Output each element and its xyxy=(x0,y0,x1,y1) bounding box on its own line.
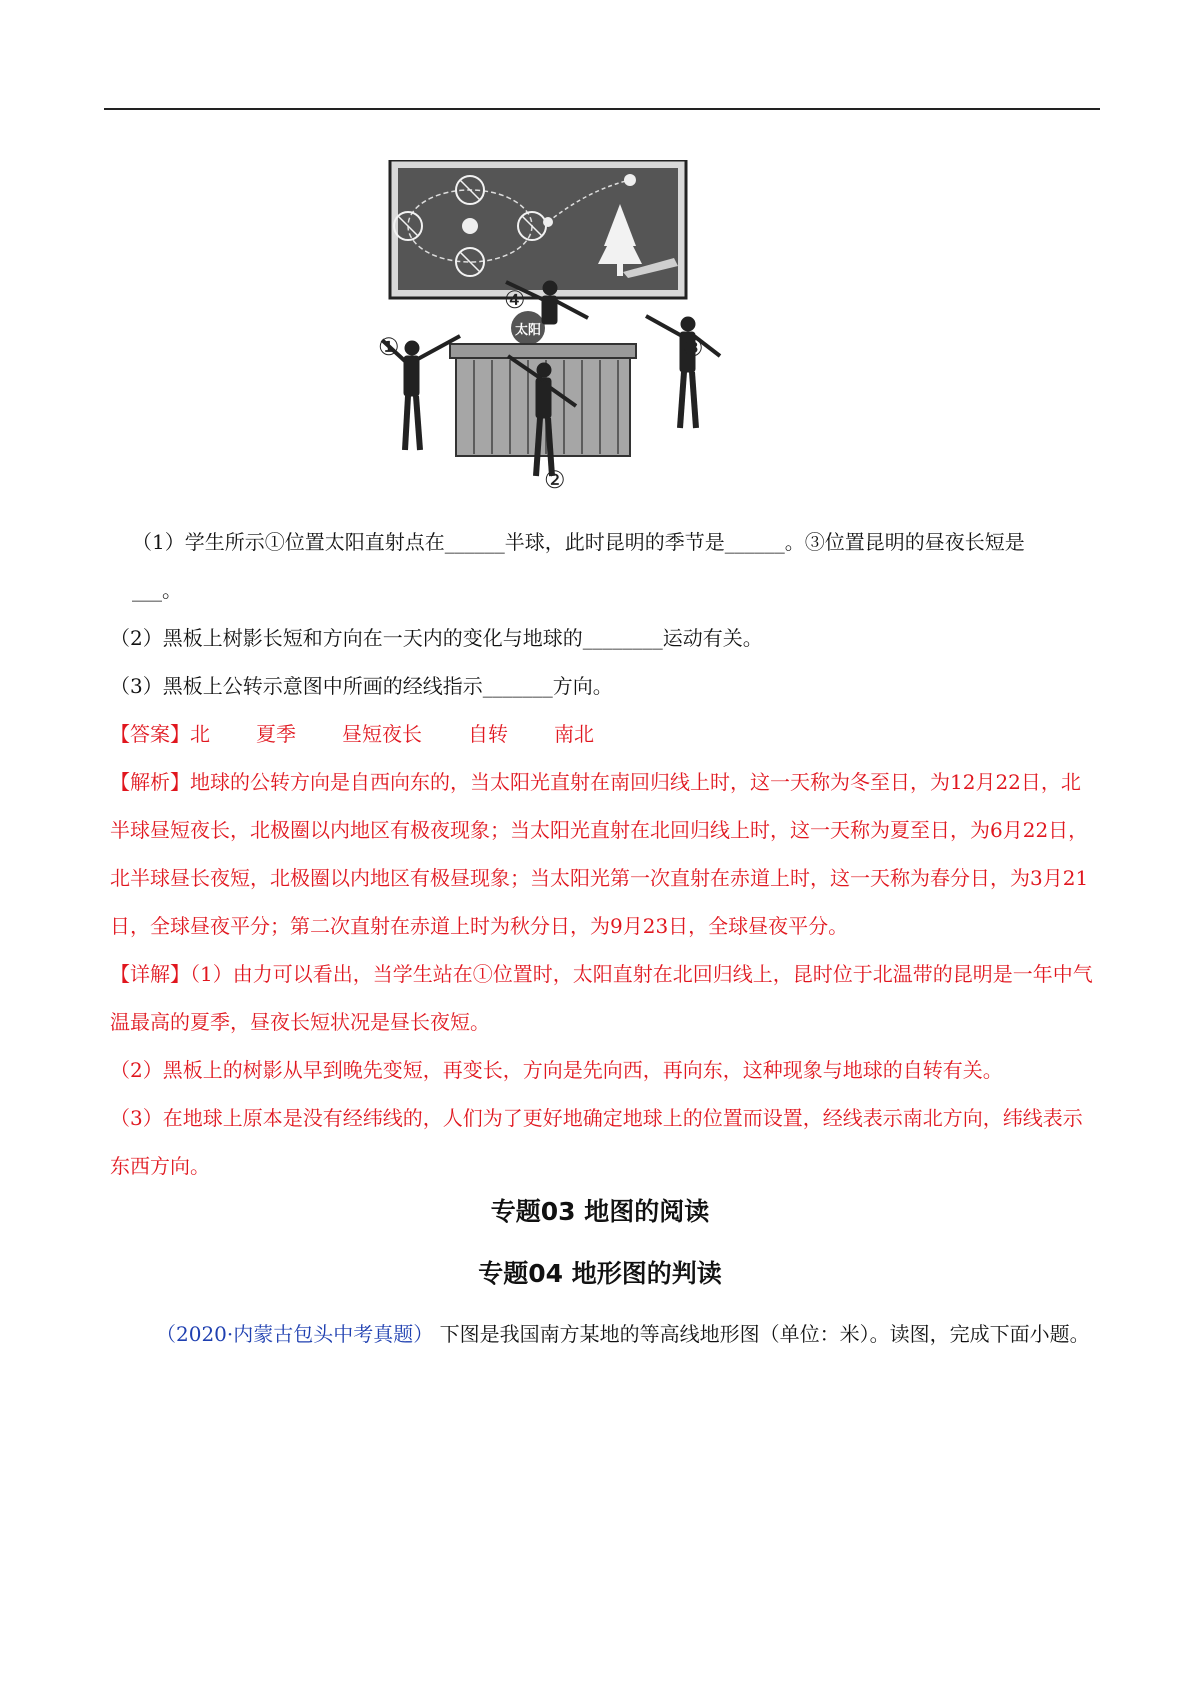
morning-sun-icon xyxy=(543,217,553,227)
sun-label: 太阳 xyxy=(514,323,542,338)
analysis-paragraph xyxy=(110,758,1100,950)
answer-label: 【答案】 xyxy=(110,722,190,746)
student-3-figure xyxy=(646,316,720,428)
answer-item-5: 南北 xyxy=(554,722,594,746)
question-2: （2）黑板上树影长短和方向在一天内的变化与地球的________运动有关。 xyxy=(110,626,763,650)
analysis-label: 【解析】 xyxy=(110,770,190,794)
topic-03-heading: 专题03 地图的阅读 xyxy=(490,1197,710,1226)
marker-3: ③ xyxy=(682,334,704,362)
answer-item-4: 自转 xyxy=(468,722,508,746)
question-1-line-2: ___。 xyxy=(132,578,182,602)
answer-line xyxy=(110,710,1100,758)
marker-4: ④ xyxy=(504,286,526,314)
marker-1: ① xyxy=(378,333,400,361)
question-1-line-1: （1）学生所示①位置太阳直射点在______半球，此时昆明的季节是______。③位置昆明的昼夜长短是 xyxy=(132,530,1025,554)
classroom-demonstration-figure xyxy=(378,160,818,490)
podium-top xyxy=(450,344,636,358)
answer-item-1: 北 xyxy=(190,722,210,746)
detail-paragraph-1 xyxy=(110,950,1100,1046)
detail-text-1: （1）由力可以看出，当学生站在①位置时，太阳直射在北回归线上，昆时位于北温带的昆明是一年中气温最高的夏季，昼夜长短状况是昼长夜短。 xyxy=(110,962,1093,1034)
question-3: （3）黑板上公转示意图中所画的经线指示_______方向。 xyxy=(110,674,613,698)
next-question-intro xyxy=(110,1310,1100,1358)
topic-04-heading: 专题04 地形图的判读 xyxy=(478,1259,722,1288)
answer-item-3: 昼短夜长 xyxy=(342,722,422,746)
header-rule xyxy=(104,108,1100,110)
blackboard-sun-icon xyxy=(462,218,478,234)
question-source: （2020·内蒙古包头中考真题） xyxy=(156,1322,434,1346)
detail-paragraph-2: （2）黑板上的树影从早到晚先变短，再变长，方向是先向西，再向东，这种现象与地球的自转有关。 xyxy=(110,1058,1003,1082)
answer-item-2: 夏季 xyxy=(256,722,296,746)
analysis-text: 地球的公转方向是自西向东的，当太阳光直射在南回归线上时，这一天称为冬至日，为12月22日，北半球昼短夜长，北极圈以内地区有极夜现象；当太阳光直射在北回归线上时，这一天称为夏至日，为6月22日，北半球昼长夜短，北极圈以内地区有极昼现象；当太阳光第一次直射在赤道上时，这一天称为春分日，为3月21日，全球昼夜平分；第二次直射在赤道上时为秋分日，为9月23日，全球昼夜平分。 xyxy=(110,770,1089,938)
noon-sun-icon xyxy=(624,174,636,186)
detail-label: 【详解】 xyxy=(110,962,190,986)
detail-paragraph-3: （3）在地球上原本是没有经纬线的，人们为了更好地确定地球上的位置而设置，经线表示南北方向，纬线表示东西方向。 xyxy=(110,1106,1083,1178)
marker-2: ② xyxy=(544,466,566,490)
question-text: 下图是我国南方某地的等高线地形图（单位：米）。读图，完成下面小题。 xyxy=(439,1322,1090,1346)
